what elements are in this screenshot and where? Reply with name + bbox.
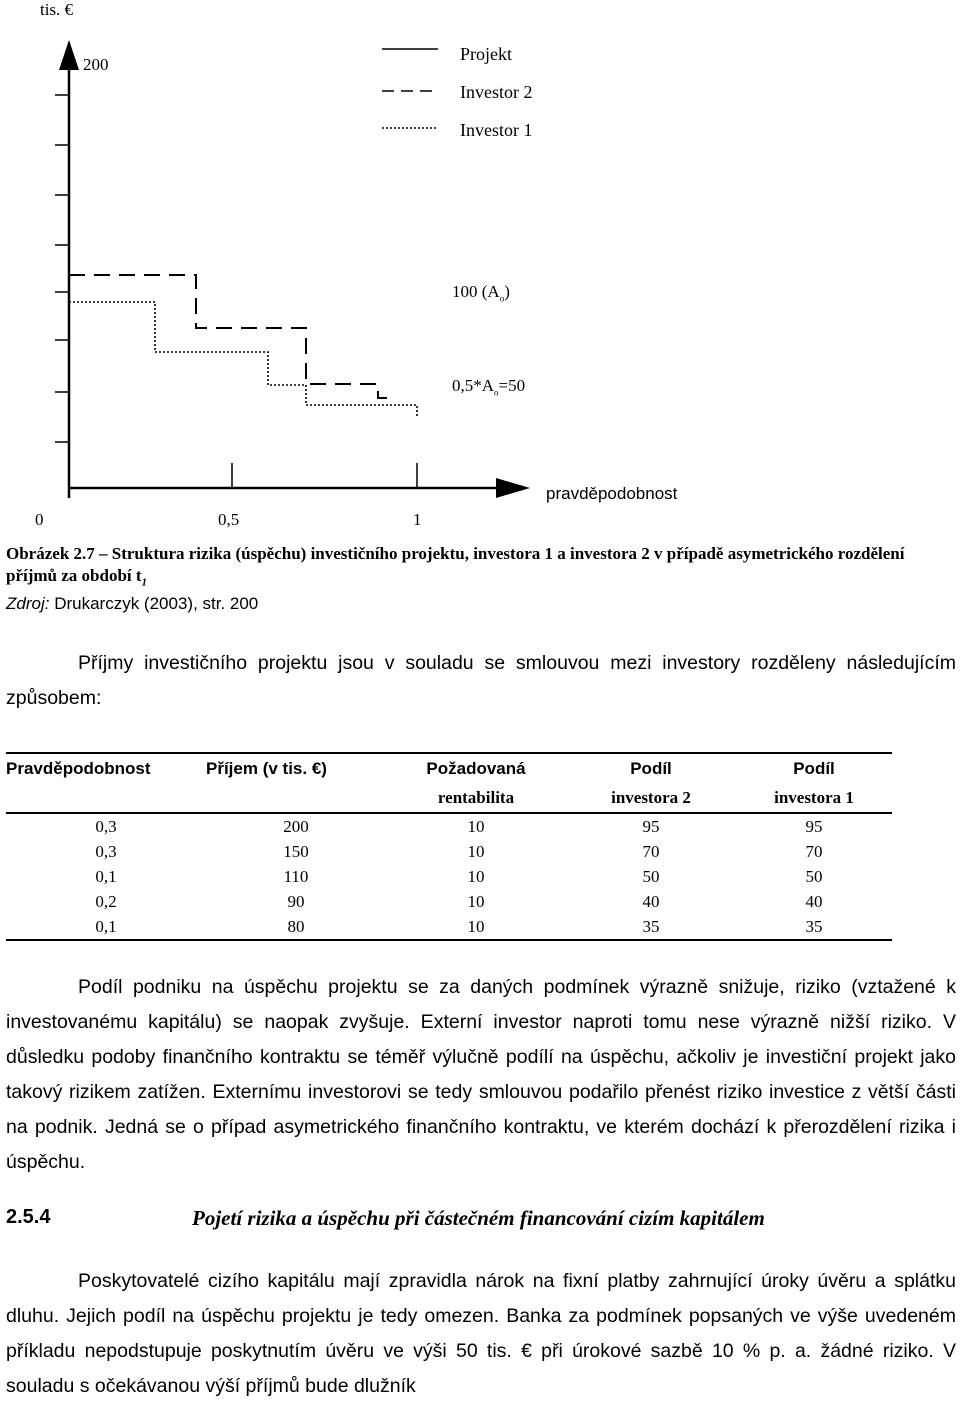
- body-paragraph-2-text: Poskytovatelé cizího kapitálu mají zpravidla nárok na fixní platby zahrnující úroky úvěru a splátku dluhu. Jejich podíl na úspěchu projektu je tedy omezen. Banka za podmínek popsaných ve výše uvedeném příkladu nepodstupuje poskytnutím úvěru ve výši 50 tis. € při úrokové sazbě 10 % p. a. žádné riziko. V souladu s očekávanou výší příjmů bude dlužník: [6, 1270, 956, 1397]
- cell-investor1: 35: [805, 916, 823, 936]
- cell-investor2: 95: [642, 816, 660, 836]
- y-unit-label: tis. €: [40, 0, 74, 19]
- body-paragraph-1-text: Podíl podniku na úspěchu projektu se za daných podmínek výrazně snižuje, riziko (vztažené k investovanému kapitálu) se naopak zvyšuje. Externí investor naproti tomu nese výrazně nižší riziko. V důsledku podoby finančního kontraktu se téměř výlučně podílí na úspěchu, ačkoliv je investiční projekt jako takový rizikem zatížen. Externímu investorovi se tedy smlouvou podařilo přenést riziko investice z větší části na podnik. Jedná se o případ asymetrického finančního kontraktu, ve kterém dochází k přerozdělení rizika i úspěchu.: [6, 976, 956, 1173]
- cell-investor2: 35: [642, 916, 660, 936]
- cell-probability: 0,1: [95, 916, 117, 936]
- legend-label-investor1: Investor 1: [460, 120, 533, 140]
- level-50-label: [452, 376, 525, 397]
- col-header-investor2: Podíl: [630, 758, 672, 778]
- risk-structure-figure: [0, 0, 960, 540]
- cell-investor2: 70: [642, 841, 660, 861]
- y-top-label: 200: [83, 55, 109, 74]
- cell-probability: 0,1: [95, 866, 117, 886]
- col-header-income: Příjem (v tis. €): [206, 758, 327, 778]
- table-header-row: [6, 753, 892, 783]
- cell-return: 10: [467, 891, 485, 911]
- level-100-sub: o: [499, 293, 505, 304]
- col-header-investor1-2: investora 1: [774, 787, 854, 807]
- cell-return: 10: [467, 916, 485, 936]
- caption-sub: 1: [141, 576, 148, 589]
- cell-probability: 0,2: [95, 891, 117, 911]
- cell-income: 110: [283, 866, 309, 886]
- figure-source: [6, 593, 258, 615]
- cell-investor1: 40: [805, 891, 823, 911]
- y-tick-marks: [55, 95, 69, 442]
- body-paragraph-1: [6, 970, 956, 1180]
- investor2-line: [69, 275, 396, 398]
- x-tick-label-0: 0: [35, 510, 44, 529]
- col-header-return: Požadovaná: [426, 758, 526, 778]
- x-tick-label-1: 1: [413, 510, 422, 529]
- col-header-probability-2: [6, 783, 206, 813]
- level-100-end: ): [504, 282, 510, 301]
- body-paragraph-2: [6, 1264, 956, 1404]
- cell-income: 150: [283, 841, 309, 861]
- col-header-investor2-2: investora 2: [611, 787, 691, 807]
- table-row: [6, 839, 892, 864]
- table-row: [6, 864, 892, 889]
- cell-return: 10: [467, 841, 485, 861]
- cell-income: 90: [287, 891, 305, 911]
- level-100-text: 100 (A: [452, 282, 500, 301]
- caption-title: Obrázek 2.7 – Struktura rizika (úspěchu) investičního projektu, investora 1 a investora 2 v případě asymetrického rozdělení příjmů za období t: [6, 544, 905, 585]
- table-row: [6, 813, 892, 839]
- table-row: [6, 889, 892, 914]
- cell-income: 200: [283, 816, 309, 836]
- level-50-end: =50: [498, 376, 526, 395]
- table-row: [6, 914, 892, 940]
- source-text: Drukarczyk (2003), str. 200: [49, 594, 259, 613]
- income-distribution-table: [6, 752, 892, 941]
- section-number: 2.5.4: [6, 1206, 51, 1228]
- cell-investor2: 40: [642, 891, 660, 911]
- investor1-line: [69, 302, 417, 418]
- intro-text: Příjmy investičního projektu jsou v souladu se smlouvou mezi investory rozděleny následujícím způsobem:: [6, 652, 956, 709]
- cell-return: 10: [467, 816, 485, 836]
- col-header-income-2: [206, 783, 386, 813]
- cell-probability: 0,3: [95, 841, 117, 861]
- x-tick-label-half: 0,5: [218, 510, 240, 529]
- legend-label-projekt: Projekt: [460, 44, 512, 64]
- table-header-row-2: [6, 783, 892, 813]
- col-header-investor1: Podíl: [793, 758, 835, 778]
- y-axis-arrow: [59, 40, 79, 70]
- cell-probability: 0,3: [95, 816, 117, 836]
- cell-return: 10: [467, 866, 485, 886]
- section-title: Pojetí rizika a úspěchu při částečném financování cizím kapitálem: [192, 1206, 765, 1230]
- col-header-probability: Pravděpodobnost: [6, 758, 151, 778]
- cell-investor2: 50: [642, 866, 660, 886]
- level-50-sub: o: [494, 387, 499, 398]
- cell-income: 80: [287, 916, 305, 936]
- source-label: Zdroj:: [6, 594, 50, 613]
- level-50-text: 0,5*A: [452, 376, 495, 395]
- intro-paragraph: [6, 646, 956, 716]
- x-axis-arrow: [496, 478, 530, 498]
- cell-investor1: 95: [805, 816, 823, 836]
- legend-label-investor2: Investor 2: [460, 82, 533, 102]
- col-header-return-2: rentabilita: [437, 787, 515, 807]
- cell-investor1: 70: [805, 841, 823, 861]
- x-axis-title: pravděpodobnost: [546, 484, 678, 503]
- level-100-label: [452, 282, 510, 303]
- cell-investor1: 50: [805, 866, 823, 886]
- figure-caption: [6, 543, 946, 593]
